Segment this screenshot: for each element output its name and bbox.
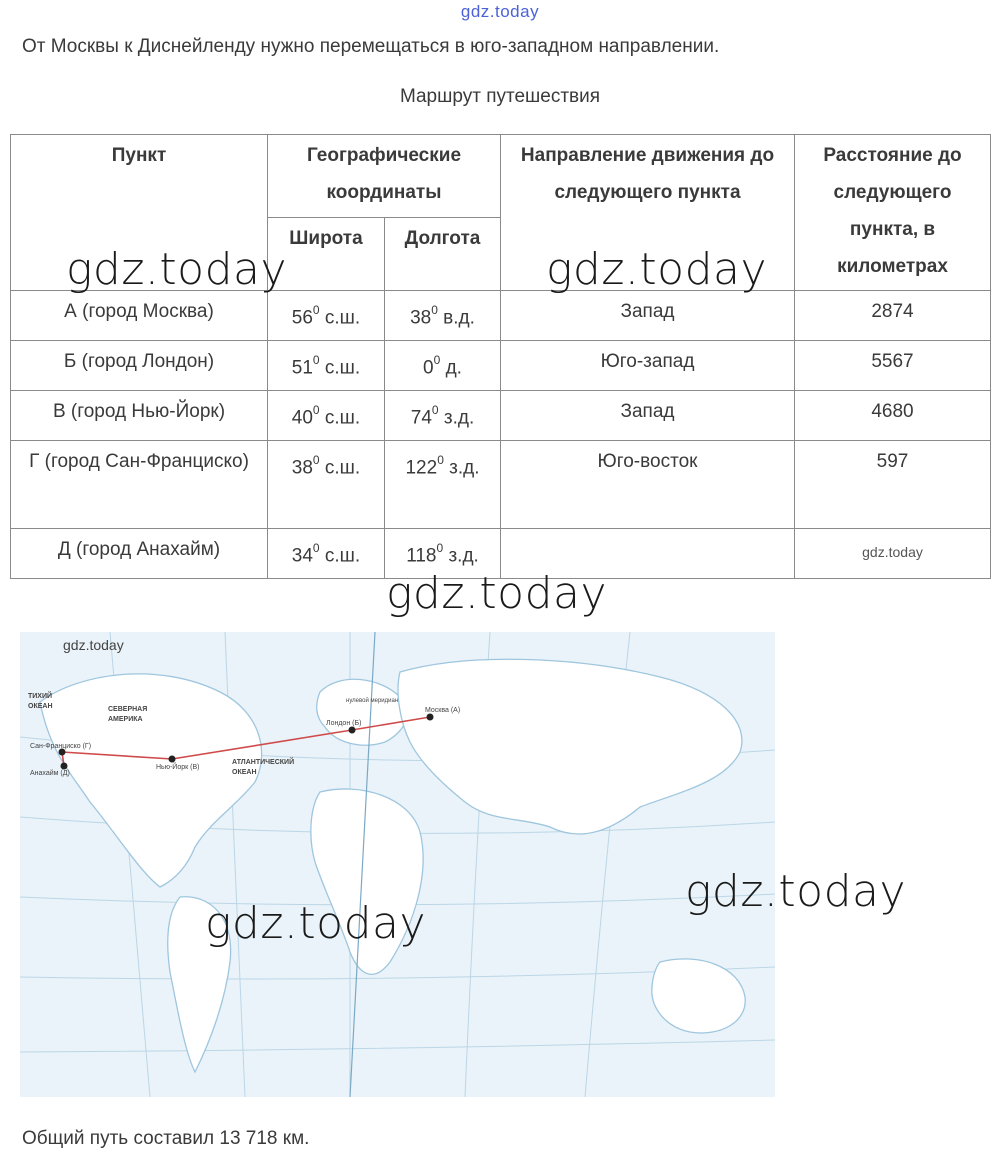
cell-distance: 4680 [795, 391, 991, 441]
cell-longitude [385, 291, 501, 341]
cell-distance: 5567 [795, 341, 991, 391]
latitude-degrees: 34 [291, 545, 313, 567]
label-london: Лондон (Б) [326, 720, 362, 727]
cell-distance: 2874 [795, 291, 991, 341]
cell-latitude [268, 341, 385, 391]
cell-point: Д (город Анахайм) [11, 529, 268, 579]
table-row [11, 441, 991, 529]
degree-sign: 0 [312, 303, 320, 317]
label-north-america: СЕВЕРНАЯ [108, 706, 148, 713]
cell-point: А (город Москва) [11, 291, 268, 341]
city-marker-moscow [427, 714, 434, 721]
cell-latitude [268, 391, 385, 441]
cell-longitude [385, 441, 501, 529]
degree-sign: 0 [436, 541, 444, 555]
table-caption: Маршрут путешествия [399, 86, 601, 107]
longitude-degrees: 0 [423, 357, 434, 379]
cell-direction: Юго-запад [501, 341, 795, 391]
degree-sign: 0 [433, 353, 441, 367]
intro-text: От Москвы к Диснейленду нужно перемещаться в юго-западном направлении. [22, 36, 720, 57]
longitude-hemisphere: з.д. [443, 457, 480, 479]
cell-longitude [385, 341, 501, 391]
latitude-degrees: 56 [291, 307, 313, 329]
label-atlantic-ocean: АТЛАНТИЧЕСКИЙ [232, 759, 295, 766]
city-marker-london [349, 727, 356, 734]
header-coords: Географические координаты [268, 135, 501, 218]
watermark-map-right: gdz.today [685, 866, 907, 917]
cell-direction: Запад [501, 291, 795, 341]
table-row [11, 341, 991, 391]
total-distance-text: Общий путь составил 13 718 км. [22, 1128, 310, 1149]
table-row [11, 291, 991, 341]
watermark-below-table: gdz.today [386, 568, 608, 619]
label-atlantic-ocean: ОКЕАН [232, 769, 257, 776]
latitude-hemisphere: с.ш. [319, 357, 361, 379]
cell-point: В (город Нью-Йорк) [11, 391, 268, 441]
latitude-hemisphere: с.ш. [319, 457, 361, 479]
label-new-york: Нью-Йорк (В) [156, 764, 200, 771]
cell-point: Г (город Сан-Франциско) [11, 441, 268, 529]
cell-latitude [268, 441, 385, 529]
cell-direction: Юго-восток [501, 441, 795, 529]
degree-sign: 0 [437, 453, 444, 467]
cell-point: Б (город Лондон) [11, 341, 268, 391]
cell-longitude [385, 391, 501, 441]
header-distance: Расстояние до следующего пункта, в километрах [795, 135, 991, 291]
longitude-hemisphere: в.д. [437, 307, 475, 329]
degree-sign: 0 [312, 353, 320, 367]
watermark-table-left: gdz.today [66, 244, 288, 295]
cell-distance: gdz.today [795, 529, 991, 579]
header-point: Пункт [11, 135, 268, 291]
watermark-top: gdz.today [460, 2, 540, 21]
header-longitude: Долгота [385, 218, 501, 291]
latitude-degrees: 51 [291, 357, 313, 379]
watermark-map-left: gdz.today [205, 898, 427, 949]
longitude-hemisphere: з.д. [438, 407, 475, 429]
label-prime-meridian: нулевой меридиан [346, 698, 399, 704]
watermark-map-corner: gdz.today [63, 637, 124, 653]
degree-sign: 0 [431, 403, 439, 417]
degree-sign: 0 [312, 453, 320, 467]
watermark-table-right: gdz.today [546, 244, 768, 295]
longitude-hemisphere: з.д. [443, 545, 479, 567]
label-pacific-ocean: ТИХИЙ [28, 693, 53, 700]
degree-sign: 0 [312, 403, 320, 417]
city-marker-anaheim [61, 763, 68, 770]
longitude-degrees: 122 [405, 457, 438, 479]
label-pacific-ocean: ОКЕАН [28, 703, 53, 710]
route-table [10, 134, 991, 579]
header-latitude: Широта [268, 218, 385, 291]
longitude-hemisphere: д. [440, 357, 462, 379]
cell-direction: Запад [501, 391, 795, 441]
latitude-degrees: 40 [291, 407, 313, 429]
latitude-hemisphere: с.ш. [319, 407, 361, 429]
longitude-degrees: 38 [410, 307, 432, 329]
longitude-degrees: 118 [406, 545, 437, 567]
latitude-hemisphere: с.ш. [319, 307, 361, 329]
degree-sign: 0 [312, 541, 320, 555]
cell-latitude [268, 529, 385, 579]
label-moscow: Москва (А) [425, 707, 461, 714]
label-north-america: АМЕРИКА [108, 716, 143, 723]
label-anaheim: Анахайм (Д) [30, 770, 70, 777]
latitude-hemisphere: с.ш. [319, 545, 361, 567]
table-row [11, 391, 991, 441]
longitude-degrees: 74 [410, 407, 432, 429]
latitude-degrees: 38 [291, 457, 313, 479]
city-marker-new-york [169, 756, 176, 763]
degree-sign: 0 [431, 303, 438, 317]
route-map-svg [20, 632, 775, 1097]
cell-distance: 597 [795, 441, 991, 529]
label-san-francisco: Сан-Франциско (Г) [30, 743, 92, 750]
header-direction: Направление движения до следующего пункта [501, 135, 795, 291]
cell-latitude [268, 291, 385, 341]
route-map [20, 632, 775, 1097]
